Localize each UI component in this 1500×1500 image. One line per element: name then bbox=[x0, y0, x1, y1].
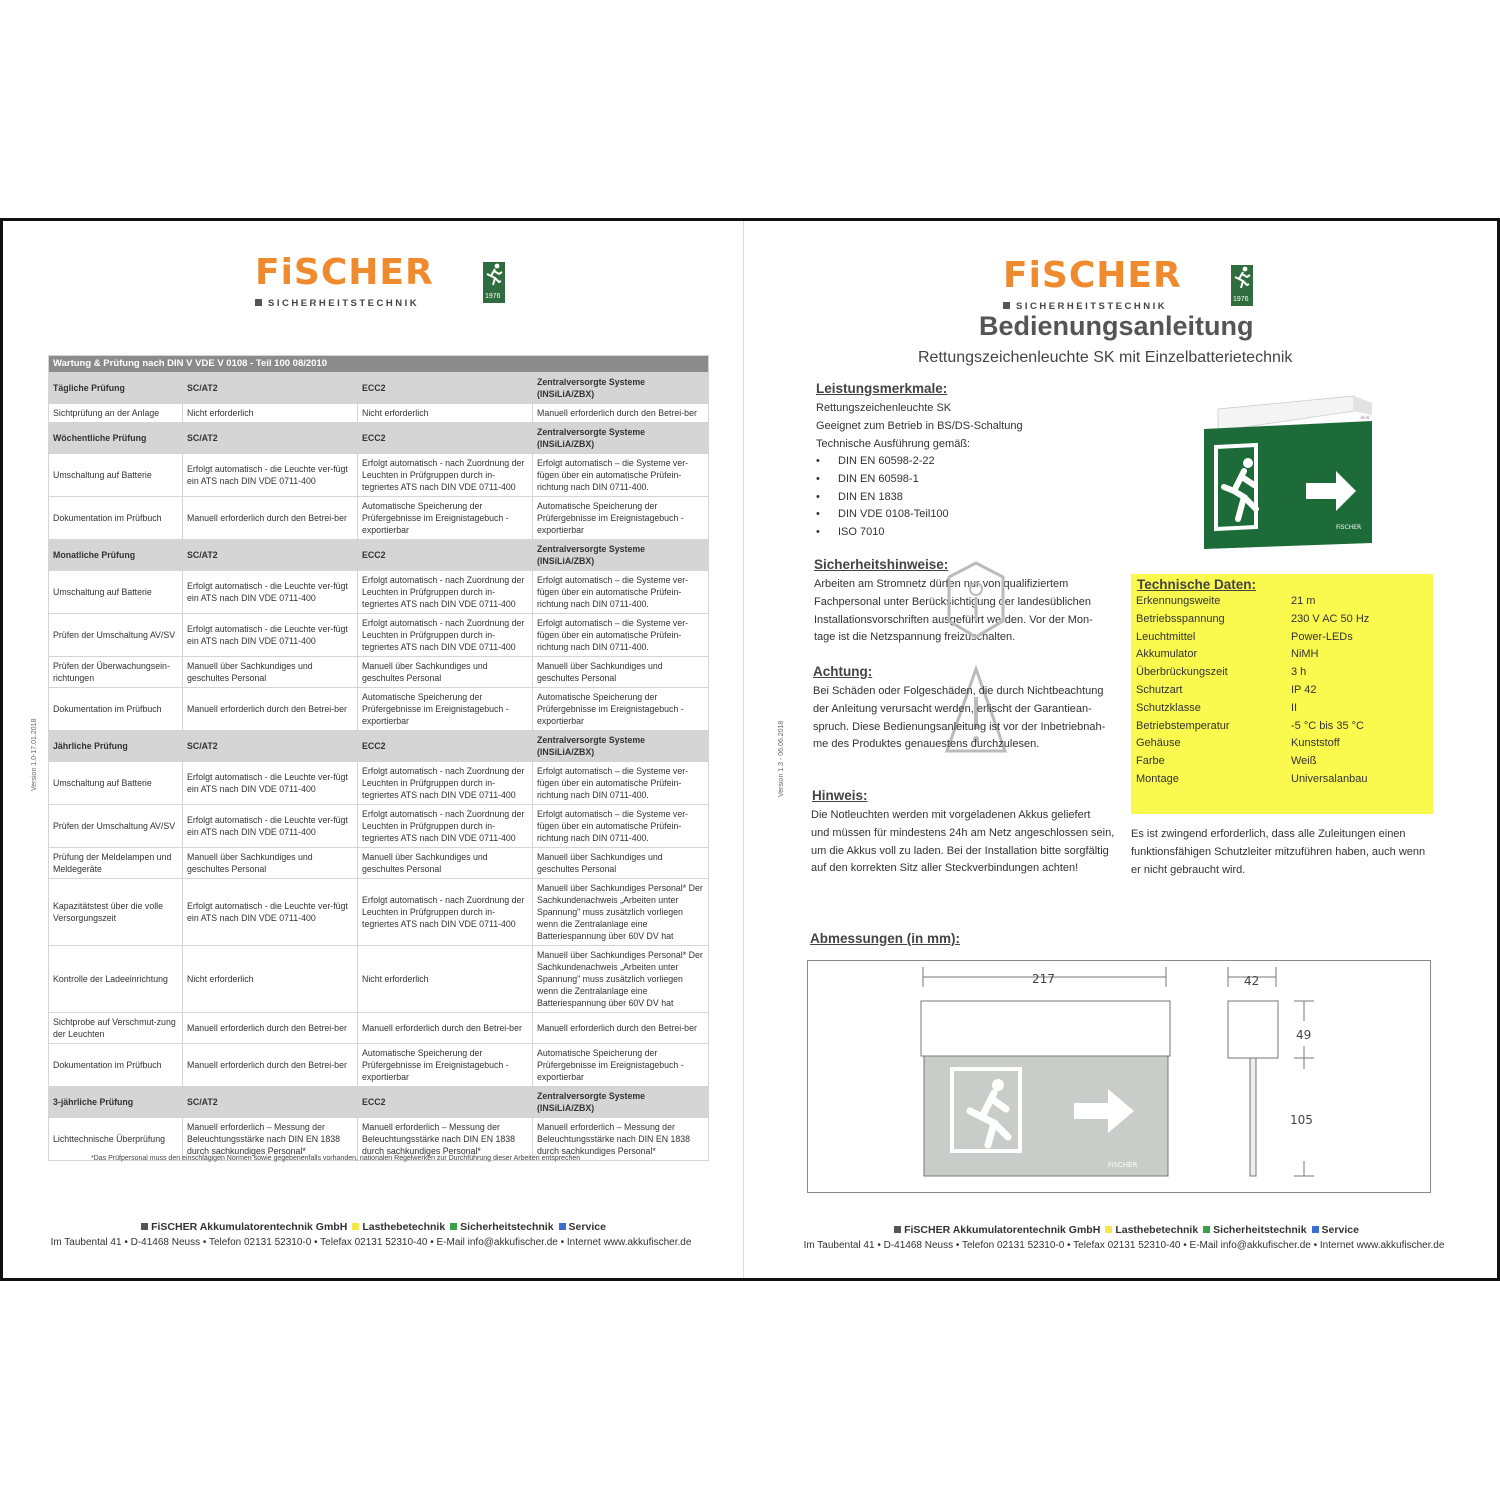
footer-address: Im Taubental 41 • D-41468 Neuss • Telefon 02131 52310-0 • Telefax 02131 52310-40 • E-Mail info@akkufischer.de • Internet www.akkufischer.de bbox=[50, 1237, 692, 1248]
page-divider bbox=[743, 221, 744, 1278]
table-cell: Jährliche Prüfung bbox=[49, 731, 183, 762]
table-cell: Erfolgt automatisch – die Systeme ver-fügen über ein automatische Prüfein-richtung nach DIN 0711-400. bbox=[533, 614, 709, 657]
tech-row bbox=[1136, 755, 1426, 773]
table-cell: Manuell über Sachkundiges und geschultes Personal bbox=[533, 848, 709, 879]
table-cell: Manuell über Sachkundiges und geschultes Personal bbox=[533, 657, 709, 688]
table-cell: Lichttechnische Überprüfung bbox=[49, 1118, 183, 1161]
tech-label: Montage bbox=[1136, 773, 1179, 785]
text-line: tage ist die Netzspannung freizuschalten. bbox=[814, 631, 1016, 644]
brand-name: FiSCHER bbox=[255, 252, 434, 293]
table-cell: Manuell erforderlich – Messung der Beleuchtungsstärke nach DIN EN 1838 durch sachkundiges Personal* bbox=[533, 1118, 709, 1161]
table-cell: Erfolgt automatisch - die Leuchte ver-fügt ein ATS nach DIN VDE 0711-400 bbox=[183, 571, 358, 614]
table-cell: SC/AT2 bbox=[183, 731, 358, 762]
text-line: Geeignet zum Betrieb in BS/DS-Schaltung bbox=[816, 419, 1023, 432]
text-line: spruch. Diese Bedienungsanleitung ist vor der Inbetriebnah- bbox=[813, 720, 1106, 733]
tech-value: Power-LEDs bbox=[1291, 630, 1353, 643]
tech-label: Leuchtmittel bbox=[1136, 630, 1196, 643]
svg-text:≡≡: ≡≡ bbox=[1360, 414, 1371, 421]
table-cell: Erfolgt automatisch - die Leuchte ver-fügt ein ATS nach DIN VDE 0711-400 bbox=[183, 805, 358, 848]
text-line: Bei Schäden oder Folgeschäden, die durch Nichtbeachtung bbox=[813, 685, 1104, 697]
table-cell: Erfolgt automatisch - nach Zuordnung der Leuchten in Prüfgruppen durch in-tegriertes ATS nach DIN VDE 0711-400 bbox=[358, 571, 533, 614]
dimensions-heading: Abmessungen (in mm): bbox=[810, 931, 961, 946]
tech-row bbox=[1136, 702, 1426, 720]
table-cell: Erfolgt automatisch - nach Zuordnung der Leuchten in Prüfgruppen durch in-tegriertes ATS nach DIN VDE 0711-400 bbox=[358, 614, 533, 657]
brand-year: 1976 bbox=[485, 293, 501, 300]
table-cell: Prüfen der Umschaltung AV/SV bbox=[49, 805, 183, 848]
table-cell: Umschaltung auf Batterie bbox=[49, 762, 183, 805]
standard-item: • ISO 7010 bbox=[816, 524, 949, 542]
brand-year: 1976 bbox=[1233, 296, 1249, 303]
table-cell: SC/AT2 bbox=[183, 540, 358, 571]
table-cell: Monatliche Prüfung bbox=[49, 540, 183, 571]
square-icon bbox=[141, 1223, 148, 1230]
table-section-row bbox=[49, 1087, 709, 1118]
tech-label: Gehäuse bbox=[1136, 737, 1181, 750]
page-footer bbox=[774, 1224, 1474, 1251]
table-section-row bbox=[49, 540, 709, 571]
caution-heading: Achtung: bbox=[813, 664, 873, 679]
dim-height-sign: 105 bbox=[1290, 1113, 1313, 1127]
tech-row bbox=[1136, 666, 1426, 684]
maintenance-table bbox=[48, 355, 709, 1161]
footer-address: Im Taubental 41 • D-41468 Neuss • Telefon 02131 52310-0 • Telefax 02131 52310-40 • E-Mail info@akkufischer.de • Internet www.akkufischer.de bbox=[803, 1240, 1445, 1251]
standard-item: • DIN EN 60598-2-22 bbox=[816, 453, 949, 471]
table-cell: Tägliche Prüfung bbox=[49, 373, 183, 404]
features-heading: Leistungsmerkmale: bbox=[816, 381, 948, 396]
brand-name: FiSCHER bbox=[1003, 255, 1182, 296]
tech-row bbox=[1136, 720, 1426, 738]
technical-data-heading: Technische Daten: bbox=[1137, 577, 1257, 592]
brand-tagline: SICHERHEITSTECHNIK bbox=[255, 298, 419, 309]
dimensions-drawing bbox=[807, 960, 1431, 1193]
brand-tagline: SICHERHEITSTECHNIK bbox=[1003, 301, 1167, 312]
product-photo bbox=[1196, 391, 1379, 551]
tech-row bbox=[1136, 613, 1426, 631]
tech-value: NiMH bbox=[1291, 648, 1319, 661]
tech-label: Schutzklasse bbox=[1136, 701, 1201, 714]
standard-item: • DIN EN 60598-1 bbox=[816, 471, 949, 489]
table-cell: Manuell erforderlich durch den Betrei-ber bbox=[183, 1044, 358, 1087]
text-line: me des Produktes genauestens durchzulesen. bbox=[813, 738, 1040, 751]
table-cell: ECC2 bbox=[358, 1087, 533, 1118]
table-cell: Erfolgt automatisch – die Systeme ver-fügen über ein automatische Prüfein-richtung nach DIN 0711-400. bbox=[533, 762, 709, 805]
table-cell: Manuell über Sachkundiges Personal* Der Sachkundenachweis „Arbeiten unter Spannung" muss zusätzlich vorliegen wenn die Zentralanlage eine Batteriespannung über 60V DV hat bbox=[533, 879, 709, 946]
note-heading: Hinweis: bbox=[812, 788, 868, 803]
tech-value: -5 °C bis 35 °C bbox=[1291, 719, 1364, 732]
table-cell: Manuell über Sachkundiges und geschultes Personal bbox=[183, 848, 358, 879]
table-section-row bbox=[49, 373, 709, 404]
document-title: Bedienungsanleitung bbox=[979, 311, 1254, 341]
table-section-row bbox=[49, 423, 709, 454]
tech-label: Akkumulator bbox=[1136, 648, 1198, 661]
table-cell: Dokumentation im Prüfbuch bbox=[49, 497, 183, 540]
tech-value: II bbox=[1291, 701, 1298, 714]
tech-row bbox=[1136, 684, 1426, 702]
table-cell: Automatische Speicherung der Prüfergebnisse im Ereignistagebuch - exportierbar bbox=[533, 1044, 709, 1087]
table-cell: Dokumentation im Prüfbuch bbox=[49, 688, 183, 731]
table-cell: Zentralversorgte Systeme (INSiLiA/ZBX) bbox=[533, 423, 709, 454]
table-row bbox=[49, 848, 709, 879]
table-cell: Automatische Speicherung der Prüfergebnisse im Ereignistagebuch - exportierbar bbox=[358, 688, 533, 731]
table-cell: Automatische Speicherung der Prüfergebnisse im Ereignistagebuch - exportierbar bbox=[533, 688, 709, 731]
brand-logo bbox=[255, 252, 510, 311]
table-section-row bbox=[49, 731, 709, 762]
footer-company: FiSCHER Akkumulatorentechnik GmbH bbox=[151, 1221, 348, 1233]
tech-row bbox=[1136, 648, 1426, 666]
version-label: Version 1.3 - 06.06.2018 bbox=[778, 720, 785, 797]
table-row bbox=[49, 805, 709, 848]
table-cell: Erfolgt automatisch – die Systeme ver-fügen über ein automatische Prüfein-richtung nach DIN 0711-400. bbox=[533, 571, 709, 614]
caution-text bbox=[813, 683, 1105, 754]
table-cell: Sichtprobe auf Verschmut-zung der Leuchten bbox=[49, 1013, 183, 1044]
tech-label: Farbe bbox=[1136, 755, 1165, 768]
table-row bbox=[49, 497, 709, 540]
standard-item: • DIN VDE 0108-Teil100 bbox=[816, 506, 949, 524]
table-row bbox=[49, 454, 709, 497]
table-cell: Erfolgt automatisch - die Leuchte ver-fügt ein ATS nach DIN VDE 0711-400 bbox=[183, 762, 358, 805]
table-cell: ECC2 bbox=[358, 373, 533, 404]
text-line: und müssen für mindestens 24h am Netz angeschlossen sein, bbox=[811, 826, 1115, 839]
tech-label: Schutzart bbox=[1136, 684, 1183, 696]
text-line: um die Akkus voll zu laden. Bei der Installation bitte sorgfältig bbox=[811, 844, 1109, 857]
footer-division: Sicherheitstechnik bbox=[460, 1221, 554, 1233]
safety-heading: Sicherheitshinweise: bbox=[814, 557, 949, 572]
tech-value: IP 42 bbox=[1291, 684, 1317, 696]
table-footnote: *Das Prüfpersonal muss den einschlägigen Normen sowie gegebenenfalls vorhanden, nationalen Regelwerken zur Durchführung dieser Arbeiten entsprechen bbox=[91, 1155, 581, 1162]
table-cell: Wöchentliche Prüfung bbox=[49, 423, 183, 454]
table-cell: Dokumentation im Prüfbuch bbox=[49, 1044, 183, 1087]
footer-division: Lasthebetechnik bbox=[1115, 1224, 1199, 1236]
sign-brand: FiSCHER bbox=[1336, 524, 1362, 531]
tech-row bbox=[1136, 595, 1426, 613]
table-row bbox=[49, 1044, 709, 1087]
table-cell: ECC2 bbox=[358, 731, 533, 762]
table-cell: Nicht erforderlich bbox=[358, 404, 533, 423]
table-cell: Erfolgt automatisch - die Leuchte ver-fügt ein ATS nach DIN VDE 0711-400 bbox=[183, 614, 358, 657]
tech-row bbox=[1136, 737, 1426, 755]
square-icon bbox=[1105, 1226, 1112, 1233]
table-row bbox=[49, 404, 709, 423]
table-cell: ECC2 bbox=[358, 423, 533, 454]
table-cell: Manuell erforderlich durch den Betrei-ber bbox=[183, 497, 358, 540]
table-cell: SC/AT2 bbox=[183, 1087, 358, 1118]
footer-division: Service bbox=[568, 1221, 606, 1233]
tech-value: 3 h bbox=[1291, 666, 1307, 679]
table-cell: Automatische Speicherung der Prüfergebnisse im Ereignistagebuch - exportierbar bbox=[533, 497, 709, 540]
exit-pictogram-icon bbox=[483, 262, 505, 303]
table-cell: Manuell über Sachkundiges und geschultes Personal bbox=[183, 657, 358, 688]
text-line: Installationsvorschriften ausgeführt werden. Vor der Mon- bbox=[814, 613, 1093, 626]
table-cell: ECC2 bbox=[358, 540, 533, 571]
tech-value: Weiß bbox=[1291, 755, 1317, 768]
table-cell: Automatische Speicherung der Prüfergebnisse im Ereignistagebuch - exportierbar bbox=[358, 1044, 533, 1087]
text-line: Fachpersonal unter Berücksichtigung der landesüblichen bbox=[814, 595, 1092, 608]
table-cell: Prüfung der Meldelampen und Meldegeräte bbox=[49, 848, 183, 879]
tech-value: 21 m bbox=[1291, 595, 1316, 607]
table-cell: Erfolgt automatisch – die Systeme ver-fügen über ein automatische Prüfein-richtung nach DIN 0711-400. bbox=[533, 454, 709, 497]
document-subtitle: Rettungszeichenleuchte SK mit Einzelbatterietechnik bbox=[918, 349, 1293, 366]
table-cell: Manuell über Sachkundiges und geschultes Personal bbox=[358, 848, 533, 879]
table-cell: Manuell erforderlich durch den Betrei-ber bbox=[183, 1013, 358, 1044]
table-cell: SC/AT2 bbox=[183, 423, 358, 454]
table-cell: Nicht erforderlich bbox=[358, 946, 533, 1013]
table-cell: Zentralversorgte Systeme (INSiLiA/ZBX) bbox=[533, 1087, 709, 1118]
table-cell: Erfolgt automatisch - die Leuchte ver-fügt ein ATS nach DIN VDE 0711-400 bbox=[183, 879, 358, 946]
table-cell: Manuell erforderlich – Messung der Beleuchtungsstärke nach DIN EN 1838 durch sachkundiges Personal* bbox=[183, 1118, 358, 1161]
table-row bbox=[49, 614, 709, 657]
table-row bbox=[49, 1013, 709, 1044]
table-cell: Umschaltung auf Batterie bbox=[49, 454, 183, 497]
table-row bbox=[49, 879, 709, 946]
table-cell: Nicht erforderlich bbox=[183, 946, 358, 1013]
table-row bbox=[49, 688, 709, 731]
table-cell: Erfolgt automatisch - nach Zuordnung der Leuchten in Prüfgruppen durch in-tegriertes ATS nach DIN VDE 0711-400 bbox=[358, 805, 533, 848]
table-cell: Erfolgt automatisch - nach Zuordnung der Leuchten in Prüfgruppen durch in-tegriertes ATS nach DIN VDE 0711-400 bbox=[358, 454, 533, 497]
table-row bbox=[49, 762, 709, 805]
table-cell: Manuell über Sachkundiges Personal* Der Sachkundenachweis „Arbeiten unter Spannung" muss zusätzlich vorliegen wenn die Zentralanlage eine Batteriespannung über 60V DV hat bbox=[533, 946, 709, 1013]
footer-division: Sicherheitstechnik bbox=[1213, 1224, 1307, 1236]
table-cell: Manuell über Sachkundiges und geschultes Personal bbox=[358, 657, 533, 688]
table-cell: Erfolgt automatisch – die Systeme ver-fügen über ein automatische Prüfein-richtung nach DIN 0711-400. bbox=[533, 805, 709, 848]
square-icon bbox=[559, 1223, 566, 1230]
dim-depth: 42 bbox=[1244, 974, 1260, 988]
tech-label: Erkennungsweite bbox=[1136, 595, 1221, 607]
text-line: funktionsfähigen Schutzleiter mitzuführen haben, auch wenn bbox=[1131, 845, 1426, 858]
table-cell: Sichtprüfung an der Anlage bbox=[49, 404, 183, 423]
square-icon bbox=[1203, 1226, 1210, 1233]
text-line: Arbeiten am Stromnetz dürfen nur von qualifiziertem bbox=[814, 578, 1069, 590]
table-cell: Erfolgt automatisch - nach Zuordnung der Leuchten in Prüfgruppen durch in-tegriertes ATS nach DIN VDE 0711-400 bbox=[358, 762, 533, 805]
tech-row bbox=[1136, 631, 1426, 649]
table-cell: Prüfen der Überwachungsein-richtungen bbox=[49, 657, 183, 688]
table-cell: Umschaltung auf Batterie bbox=[49, 571, 183, 614]
table-cell: Kontrolle der Ladeeinrichtung bbox=[49, 946, 183, 1013]
protective-conductor-note bbox=[1131, 826, 1425, 879]
exit-pictogram-icon bbox=[1231, 265, 1253, 306]
table-cell: Manuell erforderlich durch den Betrei-ber bbox=[183, 688, 358, 731]
drawing-brand: FiSCHER bbox=[1108, 1161, 1138, 1169]
standards-list bbox=[816, 453, 949, 542]
table-cell: Manuell erforderlich durch den Betrei-ber bbox=[533, 404, 709, 423]
square-icon bbox=[352, 1223, 359, 1230]
square-icon bbox=[1312, 1226, 1319, 1233]
table-cell: Zentralversorgte Systeme (INSiLiA/ZBX) bbox=[533, 731, 709, 762]
table-cell: Manuell erforderlich durch den Betrei-ber bbox=[358, 1013, 533, 1044]
table-cell: Erfolgt automatisch - nach Zuordnung der Leuchten in Prüfgruppen durch in-tegriertes ATS nach DIN VDE 0711-400 bbox=[358, 879, 533, 946]
table-row bbox=[49, 946, 709, 1013]
table-title: Wartung & Prüfung nach DIN V VDE V 0108 - Teil 100 08/2010 bbox=[49, 356, 709, 373]
text-line: Rettungszeichenleuchte SK bbox=[816, 402, 952, 414]
table-cell: Automatische Speicherung der Prüfergebnisse im Ereignistagebuch - exportierbar bbox=[358, 497, 533, 540]
table-row bbox=[49, 571, 709, 614]
tech-value: Universalanbau bbox=[1291, 773, 1368, 785]
dim-height-housing: 49 bbox=[1296, 1028, 1312, 1042]
tech-label: Betriebsspannung bbox=[1136, 612, 1225, 625]
tech-value: Kunststoff bbox=[1291, 737, 1340, 750]
footer-company: FiSCHER Akkumulatorentechnik GmbH bbox=[904, 1224, 1101, 1236]
document-spread bbox=[0, 218, 1500, 1281]
tech-label: Betriebstemperatur bbox=[1136, 719, 1230, 732]
table-cell: Manuell erforderlich – Messung der Beleuchtungsstärke nach DIN EN 1838 durch sachkundiges Personal* bbox=[358, 1118, 533, 1161]
table-cell: SC/AT2 bbox=[183, 373, 358, 404]
text-line: Es ist zwingend erforderlich, dass alle Zuleitungen einen bbox=[1131, 828, 1406, 840]
square-icon bbox=[450, 1223, 457, 1230]
text-line: er nicht gebraucht wird. bbox=[1131, 863, 1246, 876]
page-footer bbox=[21, 1221, 721, 1248]
footer-division: Service bbox=[1321, 1224, 1359, 1236]
technical-data-box bbox=[1131, 574, 1433, 814]
brand-logo bbox=[1003, 255, 1258, 314]
text-line: Technische Ausführung gemäß: bbox=[816, 437, 971, 450]
text-line: Die Notleuchten werden mit vorgeladenen Akkus geliefert bbox=[811, 809, 1091, 821]
table-cell: Zentralversorgte Systeme (INSiLiA/ZBX) bbox=[533, 540, 709, 571]
note-text bbox=[811, 807, 1114, 878]
dim-width: 217 bbox=[1032, 972, 1055, 986]
features-text bbox=[816, 400, 1023, 453]
tech-value: 230 V AC 50 Hz bbox=[1291, 612, 1370, 625]
table-cell: Prüfen der Umschaltung AV/SV bbox=[49, 614, 183, 657]
text-line: der Anleitung verursacht werden, erlischt der Garantiean- bbox=[813, 702, 1092, 715]
text-line: auf den korrekten Sitz aller Steckverbindungen achten! bbox=[811, 862, 1079, 875]
table-cell: Erfolgt automatisch - die Leuchte ver-fügt ein ATS nach DIN VDE 0711-400 bbox=[183, 454, 358, 497]
table-cell: Kapazitätstest über die volle Versorgungszeit bbox=[49, 879, 183, 946]
standard-item: • DIN EN 1838 bbox=[816, 489, 949, 507]
right-page bbox=[746, 221, 1497, 1278]
version-label: Version 1.0-17.01.2018 bbox=[31, 718, 38, 791]
left-page bbox=[3, 221, 743, 1278]
table-cell: 3-jährliche Prüfung bbox=[49, 1087, 183, 1118]
table-cell: Nicht erforderlich bbox=[183, 404, 358, 423]
table-cell: Manuell erforderlich durch den Betrei-ber bbox=[533, 1013, 709, 1044]
table-row bbox=[49, 657, 709, 688]
square-icon bbox=[894, 1226, 901, 1233]
tech-label: Überbrückungszeit bbox=[1136, 666, 1228, 679]
table-cell: Zentralversorgte Systeme (INSiLiA/ZBX) bbox=[533, 373, 709, 404]
footer-division: Lasthebetechnik bbox=[362, 1221, 446, 1233]
tech-row bbox=[1136, 773, 1426, 791]
